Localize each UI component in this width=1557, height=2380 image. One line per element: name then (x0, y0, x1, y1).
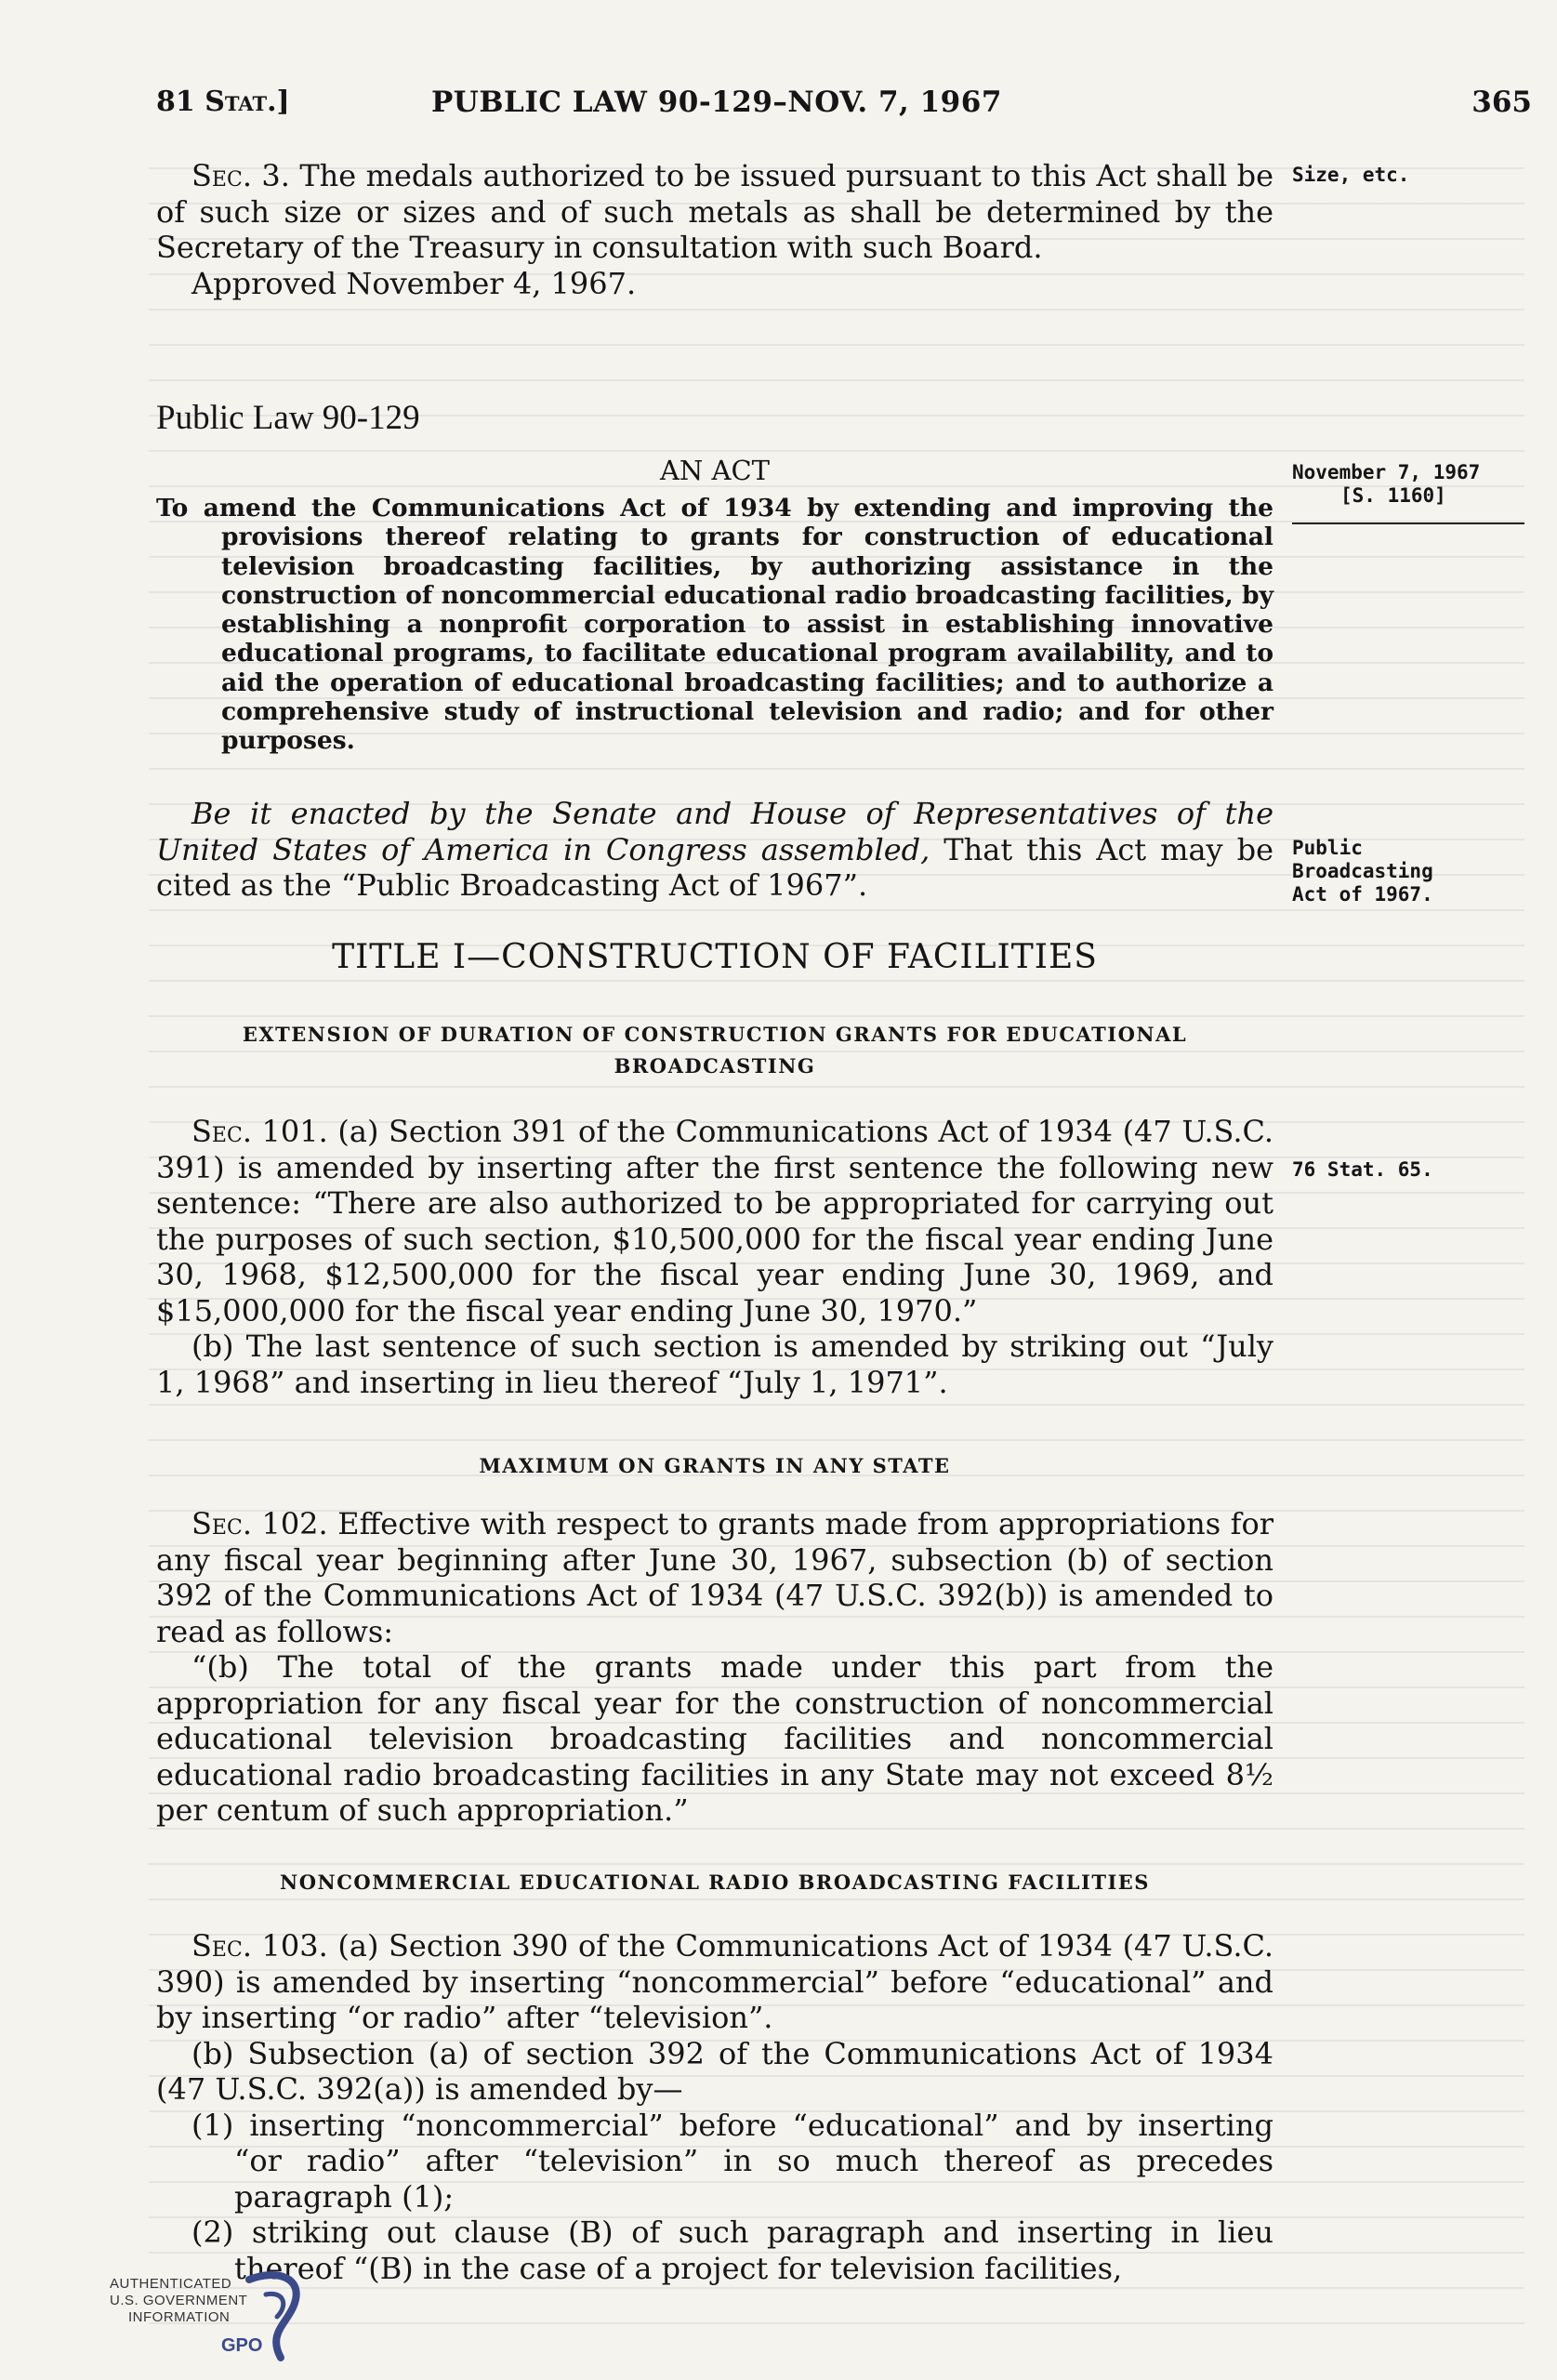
section-103-a-text: (a) Section 390 of the Communications Act of 1934 (47 U.S.C. 390) is amended by inserting “noncommercial” before “educational” and by inserting “or radio” after “television”. (156, 1928, 1274, 2035)
section-101-a (156, 1114, 1273, 1329)
section-3 (156, 158, 1273, 301)
enacting-paragraph (156, 796, 1273, 904)
section-103-item-2: (2) striking out clause (B) of such paragraph and inserting in lieu thereof “(B) in the case of a project for television facilities, (191, 2215, 1273, 2286)
header-stat-citation: 81 Stat.] (156, 86, 290, 118)
enacting-italic: Be it enacted by the Senate and House of Representatives of the United States of America in Congress assembled, (156, 796, 1273, 867)
gpo-authentication-logo (110, 2268, 333, 2371)
margin-date-line2: [S. 1160] (1340, 484, 1446, 507)
section-102-paragraph (156, 1506, 1273, 1649)
section-103-b: (b) Subsection (a) of section 392 of the Communications Act of 1934 (47 U.S.C. 392(a)) is amended by— (156, 2035, 1273, 2107)
section-103-item-1: (1) inserting “noncommercial” before “educational” and by inserting “or radio” after “television” in so much thereof as precedes paragraph (1); (191, 2107, 1273, 2215)
act-purpose: To amend the Communications Act of 1934 by extending and improving the provisions thereof relating to grants for construction of educational television broadcasting facilities, by authorizing assistance in the construction of noncommercial educational radio broadcasting facilities, by establishing a nonprofit corporation to assist in establishing innovative educational programs, to facilitate educational program availability, and to aid the operation of educational broadcasting facilities; and to authorize a comprehensive study of instructional television and radio; and for other purposes. (156, 494, 1273, 756)
section-3-text: The medals authorized to be issued pursuant to this Act shall be of such size or sizes and of such metals as shall be determined by the Secretary of the Treasury in consultation with such Board. (156, 158, 1273, 265)
title-heading: TITLE I—CONSTRUCTION OF FACILITIES (332, 938, 1098, 976)
enacting-rest: That this Act may be cited as the “Public Broadcasting Act of 1967”. (156, 831, 1274, 903)
margin-date-line1: November 7, 1967 (1292, 461, 1481, 483)
enacting-clause (156, 796, 1273, 904)
section-101-a-text: (a) Section 391 of the Communications Act of 1934 (47 U.S.C. 391) is amended by inserting after the first sentence the following new sentence: “There are also authorized to be appropriated for carrying out the purposes of such section, $10,500,000 for the fiscal year ending June 30, 1968, $12,500,000 for the fiscal year ending June 30, 1969, and $15,000,000 for the fiscal year ending June 30, 1970.” (156, 1114, 1274, 1329)
gpo-wordmark: GPO (221, 2335, 263, 2356)
section-102-text: Effective with respect to grants made from appropriations for any fiscal year beginning after June 30, 1967, subsection (b) of section 392 of the Communications Act of 1934 (47 U.S.C. 392(b)) is amended to read as follows: (156, 1506, 1273, 1649)
section-103-a (156, 1928, 1273, 2036)
margin-note-short-title: Public Broadcasting Act of 1967. (1292, 837, 1433, 906)
margin-divider-rule (1292, 522, 1524, 524)
section-102-quote: “(b) The total of the grants made under this part from the appropriation for any fiscal year for the construction of noncommercial educational television broadcasting facilities and noncommercial educational radio broadcasting facilities in any State may not exceed 8½ per centum of such appropriation.” (156, 1649, 1273, 1828)
section-101-label: Sec. 101. (191, 1114, 328, 1149)
subhead-radio: NONCOMMERCIAL EDUCATIONAL RADIO BROADCASTING FACILITIES (280, 1871, 1150, 1894)
margin-note-size: Size, etc. (1292, 164, 1410, 186)
section-101-b: (b) The last sentence of such section is amended by striking out “July 1, 1968” and inserting in lieu thereof “July 1, 1971”. (156, 1329, 1273, 1400)
public-law-heading: Public Law 90-129 (156, 399, 420, 437)
section-101 (156, 1114, 1273, 1400)
section-102-label: Sec. 102. (191, 1506, 328, 1541)
header-title: PUBLIC LAW 90-129–NOV. 7, 1967 (431, 86, 1002, 119)
gpo-line-3: INFORMATION (128, 2309, 231, 2325)
margin-note-stat: 76 Stat. 65. (1292, 1158, 1433, 1181)
running-header (156, 86, 1532, 132)
subhead-extension: EXTENSION OF DURATION OF CONSTRUCTION GRANTS FOR EDUCATIONAL BROADCASTING (242, 1023, 1188, 1078)
page-number: 365 (1471, 86, 1532, 119)
section-103-label: Sec. 103. (191, 1928, 328, 1964)
section-3-label: Sec. 3. (191, 158, 290, 193)
an-act-heading: AN ACT (659, 455, 770, 486)
section-103 (156, 1928, 1273, 2286)
subhead-maximum: MAXIMUM ON GRANTS IN ANY STATE (479, 1454, 951, 1477)
margin-note-date (1292, 461, 1534, 508)
section-3-paragraph (156, 158, 1273, 266)
gpo-line-2: U.S. GOVERNMENT (110, 2293, 248, 2308)
section-102 (156, 1506, 1273, 1829)
gpo-line-1: AUTHENTICATED (110, 2276, 232, 2292)
approved-date: Approved November 4, 1967. (191, 265, 637, 301)
